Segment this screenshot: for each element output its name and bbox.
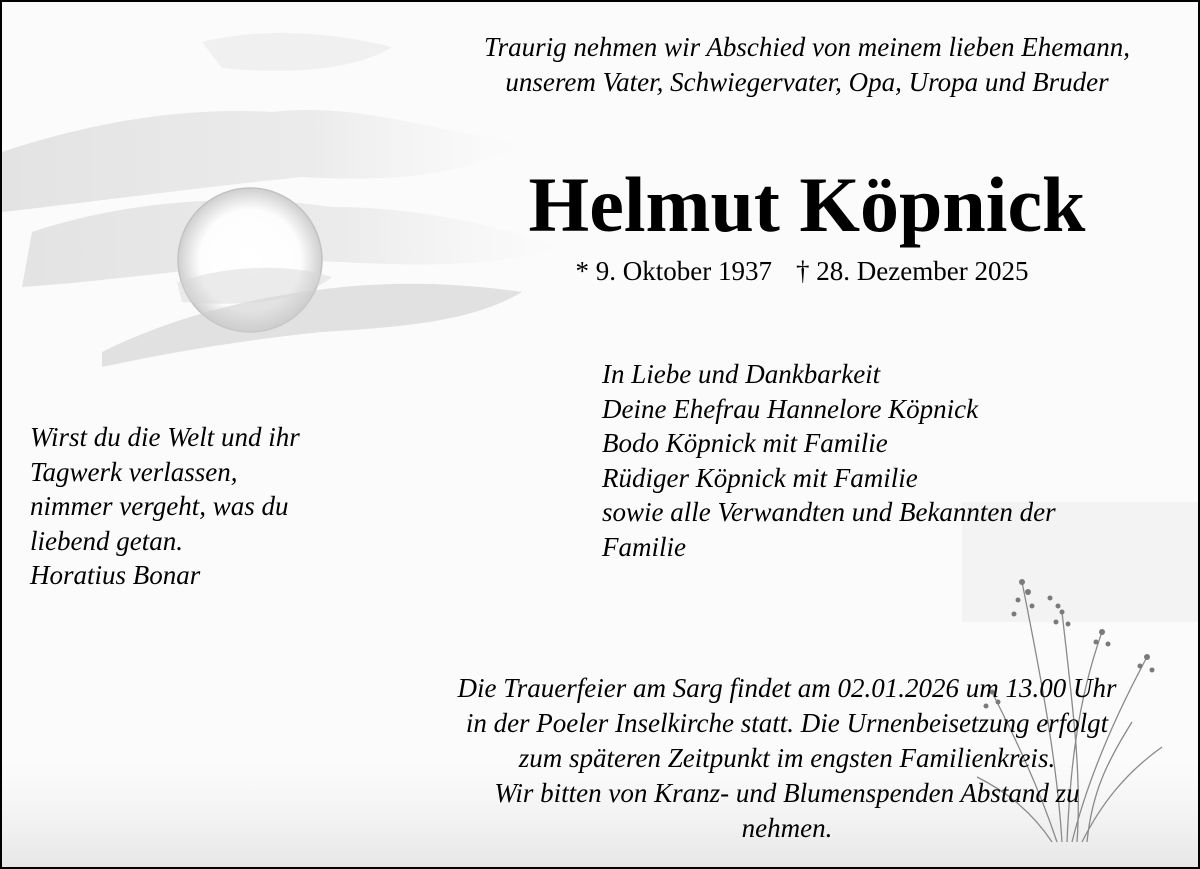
cloud-band <box>202 33 392 71</box>
mourner-line: In Liebe und Dankbarkeit <box>602 359 881 389</box>
quote-line: Wirst du die Welt und ihr <box>30 422 300 452</box>
intro-line: Traurig nehmen wir Abschied von meinem lieben Ehemann, <box>484 32 1130 62</box>
notice-line: zum späteren Zeitpunkt im engsten Familienkreis. <box>518 743 1056 773</box>
quote-line: liebend getan. <box>30 525 183 556</box>
quote-line: Tagwerk verlassen, <box>30 456 238 487</box>
intro-line: unserem Vater, Schwiegervater, Opa, Uropa und Bruder <box>505 67 1109 97</box>
intro-text <box>397 30 1200 100</box>
notice-line: Die Trauerfeier am Sarg findet am 02.01.2026 um 13.00 Uhr <box>457 673 1117 703</box>
mourner-line: sowie alle Verwandten und Bekannten der <box>602 497 1056 527</box>
notice-line: Wir bitten von Kranz- und Blumenspenden Abstand zu <box>494 778 1080 808</box>
mourner-line: Deine Ehefrau Hannelore Köpnick <box>602 393 979 424</box>
notice-line: nehmen. <box>741 813 833 843</box>
notice-line: in der Poeler Inselkirche statt. Die Urnenbeisetzung erfolgt <box>465 708 1109 738</box>
funeral-notice <box>382 671 1192 846</box>
mourner-line: Bodo Köpnick mit Familie <box>602 428 888 458</box>
mourners-list <box>602 357 1162 564</box>
mourner-line: Familie <box>602 531 686 562</box>
life-dates <box>522 255 1082 287</box>
quote-author: Horatius Bonar <box>30 560 201 590</box>
memorial-quote <box>30 420 390 593</box>
cloud-band <box>102 284 522 367</box>
mourner-line: Rüdiger Köpnick mit Familie <box>602 462 918 493</box>
death-date: † 28. Dezember 2025 <box>796 256 1029 286</box>
quote-line: nimmer vergeht, was du <box>30 491 289 521</box>
deceased-name: Helmut Köpnick <box>528 161 1086 248</box>
birth-date: * 9. Oktober 1937 <box>575 256 773 286</box>
